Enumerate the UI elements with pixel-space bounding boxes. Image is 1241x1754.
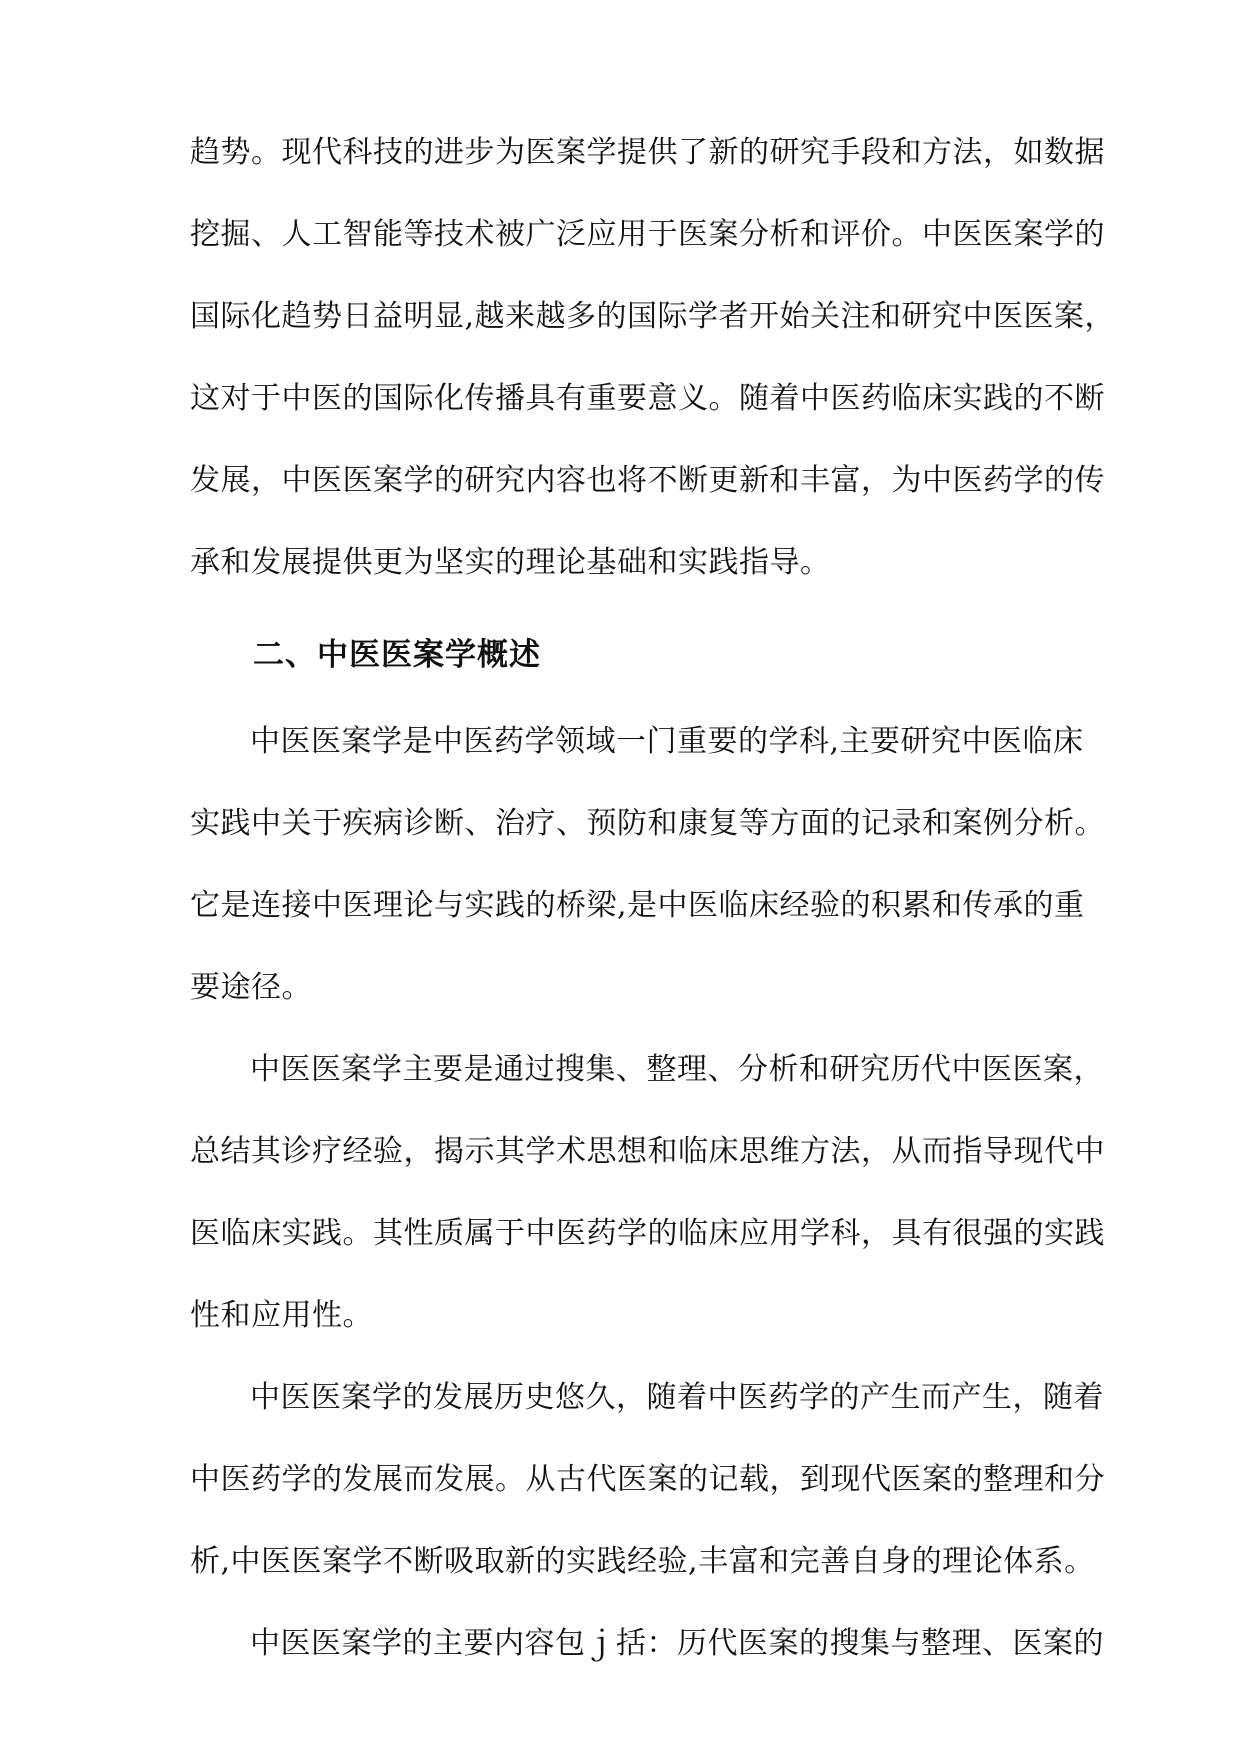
para3-line-3: 析,中医医案学不断吸取新的实践经验,丰富和完善自身的理论体系。 — [190, 1544, 1095, 1579]
intro-line-6: 承和发展提供更为坚实的理论基础和实践指导。 — [190, 545, 831, 580]
para2-line-4: 性和应用性。 — [190, 1298, 373, 1333]
para2-line-2: 总结其诊疗经验，揭示其学术思想和临床思维方法，从而指导现代中 — [190, 1134, 1105, 1169]
para1-line-4: 要途径。 — [190, 970, 312, 1005]
para1-line-3: 它是连接中医理论与实践的桥梁,是中医临床经验的积累和传承的重 — [190, 888, 1085, 923]
intro-line-5: 发展，中医医案学的研究内容也将不断更新和丰富，为中医药学的传 — [190, 463, 1105, 498]
para3-line-1: 中医医案学的发展历史悠久，随着中医药学的产生而产生，随着 — [250, 1380, 1104, 1415]
intro-line-1: 趋势。现代科技的进步为医案学提供了新的研究手段和方法，如数据 — [190, 135, 1105, 170]
para2-line-1: 中医医案学主要是通过搜集、整理、分析和研究历代中医医案， — [250, 1052, 1104, 1087]
section-heading: 二、中医医案学概述 — [253, 637, 541, 673]
para2-line-3: 医临床实践。其性质属于中医药学的临床应用学科，具有很强的实践 — [190, 1216, 1105, 1251]
para1-line-2: 实践中关于疾病诊断、治疗、预防和康复等方面的记录和案例分析。 — [190, 806, 1105, 841]
para4-line-1: 中医医案学的主要内容包ｊ括：历代医案的搜集与整理、医案的 — [250, 1626, 1104, 1661]
para1-line-1: 中医医案学是中医药学领域一门重要的学科,主要研究中医临床 — [250, 724, 1084, 759]
intro-line-2: 挖掘、人工智能等技术被广泛应用于医案分析和评价。中医医案学的 — [190, 217, 1105, 252]
para3-line-2: 中医药学的发展而发展。从古代医案的记载，到现代医案的整理和分 — [190, 1462, 1105, 1497]
intro-line-4: 这对于中医的国际化传播具有重要意义。随着中医药临床实践的不断 — [190, 381, 1105, 416]
intro-line-3: 国际化趋势日益明显,越来越多的国际学者开始关注和研究中医医案， — [190, 299, 1116, 334]
